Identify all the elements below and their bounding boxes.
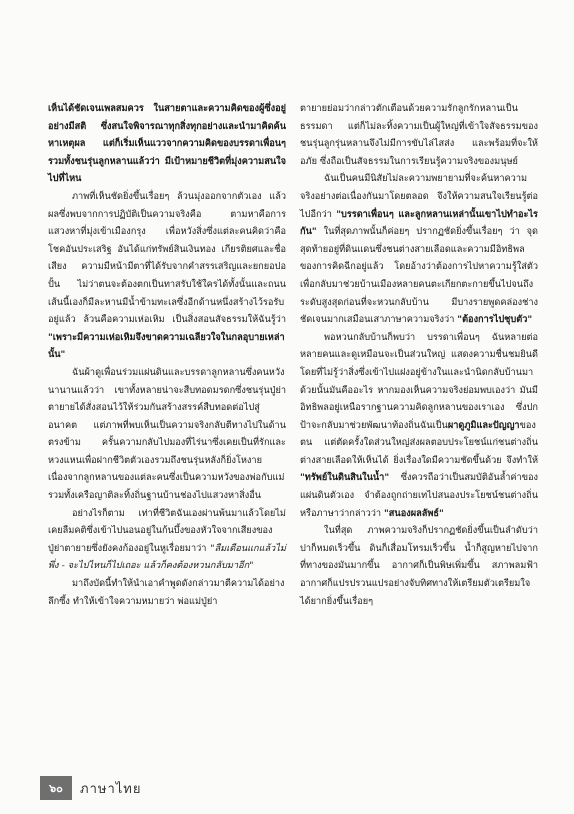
paragraph-text: ซึ่งควรถือว่าเป็นสมบัติอันล้ำค่าของแผ่นดินตัวเอง จำต้องถูกถ่ายเทไปสนองประโยชน์ชนต่างถิ่นหรือภาษาว่ากล่าวว่า [300,472,538,519]
intro-paragraph: เห็นได้ชัดเจนเพลสมควร ในสายตาและความคิดของผู้ซึ่งอยู่อย่างมีสติ ซึ่งสนใจพิจารณาทุกสิ่งทุกอย่างและนำมาคิดค้นหาเหตุผล แต่ก็เริ่มเห็นแววจากความคิดของบรรดาเพื่อนๆ รวมทั้งชนรุ่นลูกหลานแล้วว่า มีเป้าหมายชีวิตที่มุ่งความสนใจไปที่ไหน [48,103,286,185]
paragraph-text: ของตน แต่ตัดครั้งใดส่วนใหญ่ส่งผลตอบประโยชน์แก่ชนต่างถิ่นต่างสายเลือดให้เห็นได้ ยิ่งเรื่องใดมีความชัดขึ้นด้วย จึงทำให้ [300,419,538,466]
paragraph-text: ในที่สุดภาพนั้นก็ค่อยๆ ปรากฏชัดยิ่งขึ้นเรื่อยๆ ว่า จุดสุดท้ายอยู่ที่ดินแดนซึ่งชนต่างสายเลือดและความมีอิทธิพลของการคิดฉีกอยู่แล้ว โดยอ้างว่าต้องการไปหาความรู้ใส่ตัวเพื่อกลับมาช่วยบ้านเมืองหลายคนตะเกียกตะกายขึ้นไปจนถึงระดับสูงสุดก่อนที่จะหวนกลับบ้าน มีบางรายพูดคล่องช่างชัดเจนมากเสมือนเสาภาษาความจริงว่า [300,226,539,326]
paragraph: ฉันผ้าดูเพื่อนร่วมแผ่นดินและบรรดาลูกหลานซึ่งคนหวังนานานแล้วว่า เขาทั้งหลายน่าจะสืบทอดมรดกซึ่งชนรุ่นปู่ย่าตายายได้สั่งสอนไว้ให้ร่วมกันสร้างสรรค์สืบทอดต่อไปสู่อนาคต แต่ภาพที่พบเห็นเป็นความจริงกลับตีทางไปในด้านตรงข้าม ครั้นความกลับไปมองที่ไร่นาซึ่งเคยเป็นที่รักและหวงแหนเพื่อฝากชีวิตตัวเองรวมถึงชนรุ่นหลังก็ยิ่งโหงาย เนื่องจากลูกหลานของแต่ละคนซึ่งเป็นความหวังของพ่อกับแม่รวมทั้งเครือญาติละทิ้งถิ่นฐานบ้านช่องไปแสวงหาสิ่งอื่น [48,366,286,502]
magazine-name: ภาษาไทย [80,781,142,797]
paragraph-text: ฉันเป็นคนมีนิสัยไม่ละความพยายามที่จะค้นหาความจริงอย่างต่อเนื่องกันมาโดยตลอด จึงให้ความสนใจเรียนรู้ต่อไปอีกว่า [300,173,538,220]
paragraph [48,188,286,364]
paragraph: ในที่สุด ภาพความจริงก็ปรากฏชัดยิ่งขึ้นเป็นลำดับว่า ปาก็หมดเร็วขึ้น ดินก็เสื่อมโทรมเร็วขึ้น น้ำก็สูญหายไปจากที่ทางของมันมากขึ้น อากาศก็เป็นพิษเพิ่มขึ้น สภาพลมฟ้าอากาศก็แปรปรวนแปรอย่างจับทิศทางให้เตรียมตัวเตรียมใจได้ยากยิ่งขึ้นเรื่อยๆ [300,525,538,607]
paragraph: มาถึงบัดนี้ทำให้นำเอาคำพูดดังกล่าวมาตีความได้อย่างลึกซึ้ง ทำให้เข้าใจความหมายว่า พ่อแม่ปู่ย่า [48,578,285,607]
quote-bold: "ทรัพย์ในดินสินในน้ำ" [300,472,390,484]
quote-italic: "ลืมเดือนแกแล้วไม่พึ่ง - จะไปไหนก็ไปเถอะ แล้วก็คงต้องหวนกลับมาอีก" [48,542,286,572]
page-number: ๖๐ [40,776,72,800]
paragraph: ตายายย่อมว่ากล่าวตักเตือนด้วยความรักลูกรักหลานเป็นธรรมดา แต่ก็ไม่ละทิ้งความเป็นผู้ใหญ่ที่เข้าใจสัจธรรมของชนรุ่นลูกรุ่นหลานจึงไม่มีการขับไล่ไสส่ง และพร้อมที่จะให้อภัย ซึ่งถือเป็นสัจธรรมในการเรียนรู้ความจริงของมนุษย์ [300,103,538,167]
paragraph [300,329,538,523]
right-column [300,100,538,610]
emphasis-bold: ผาดูภูมิและปัญญา [447,419,520,431]
paragraph [300,170,538,328]
quote-bold: "เพราะมีความเห่อเหิมจึงขาดความเฉลียวใจในกลอุบายเหล่านั้น" [48,331,285,361]
left-column [48,100,286,610]
quote-bold: "ต้องการไปชุบตัว" [457,314,533,326]
quote-bold: "สนองผลลัพธ์" [384,507,444,519]
paragraph-text: อย่างไรก็ตาม เท่าที่ชีวิตฉันเองผ่านพ้นมาแล้วโดยไม่เคยลืมคติซึ่งเข้าไปนอนอยู่ในก้นบึ้งของหัวใจจากเสียงของปู่ย่าตายายซึ่งยังคงก้องอยู่ในหูเรื่อยมาว่า [48,507,286,554]
paragraph-text: ภาพที่เห็นชัดยิ่งขึ้นเรื่อยๆ ล้วนมุ่งออกจากตัวเอง แล้วผลซึ่งพบจากการปฏิบัติเป็นความจริงคือ ตามหาคือการแสวงหาที่มุ่งเข้าเมืองกรุง เพื่อหวังสิ่งซึ่งแต่ละคนคิดว่าคือโชคอันประเสริฐ อันได้แก่ทรัพย์สินเงินทอง เกียรติยศและชื่อเสียง ความมีหน้ามีตาที่ได้รับจากคำสรรเสริญและยกยอปอปั้น ไม่ว่าตนจะต้องตกเป็นทาสรับใช้ใครได้ทั้งนั้นและถนนเส้นนี้เองก็มีละหานมีน้ำข้ามทะเลซึ่งอีกด้านหนึ่งสร้างไว้รอรับอยู่แล้ว ล้วนคือความเห่อเหิม เป็นสิ่งสอนสัจธรรมให้ฉันรู้ว่า [48,190,286,326]
paragraph-text: พอหวนกลับบ้านก็พบว่า บรรดาเพื่อนๆ ฉันหลายต่อหลายคนและดูเหมือนจะเป็นส่วนใหญ่ แสดงความชื่นชมยินดีโดยที่ไม่รู้ว่าสิ่งซึ่งเข้าไปแฝงอยู่ข้างในและนำนิดกลับบ้านมาด้วยนั้นมันคืออะไร หากมองเห็นความจริงย่อมพบเองว่า มันมีอิทธิพลอยู่เหนือรากฐานความคิดลูกหลานของเราเอง ซึ่งปกป้าจะกลับมาช่วยพัฒนาท้องถิ่นฉันเป็น [300,331,538,431]
paragraph [48,505,286,575]
page-footer [40,776,170,800]
quote-bold: "บรรดาเพื่อนๆ และลูกหลานเหล่านั้นเขาไปทำอะไรกัน" [300,208,538,238]
